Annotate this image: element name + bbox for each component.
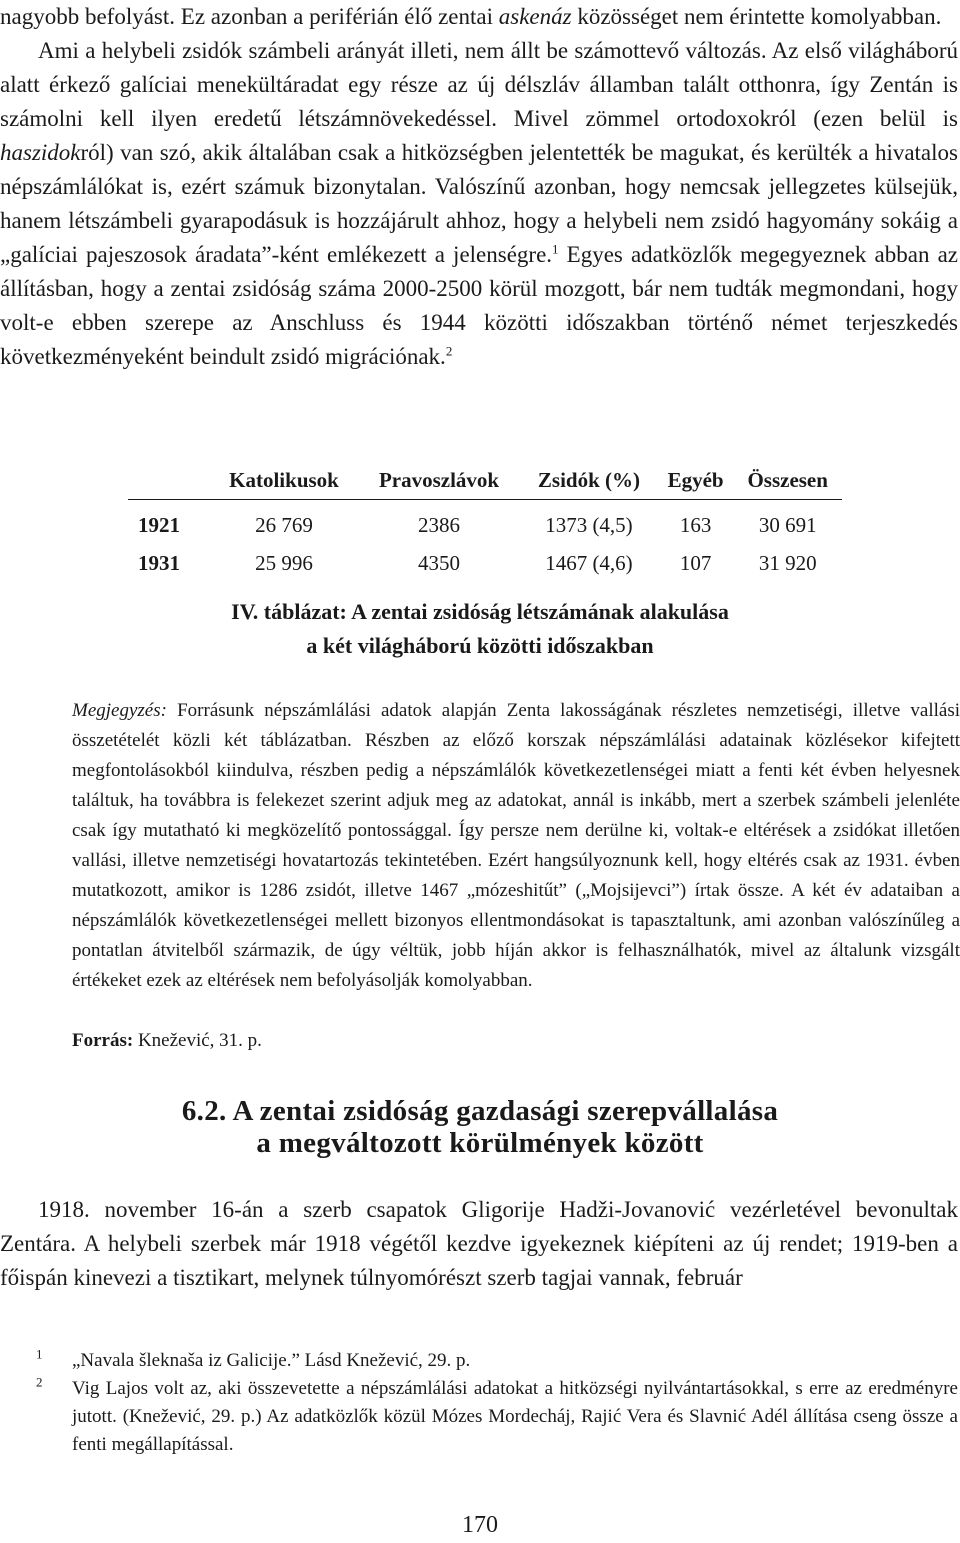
cell-osszesen: 31 920 [758, 550, 817, 575]
cell-pravoszlavok: 2386 [418, 512, 461, 537]
paragraph-demography [0, 34, 958, 374]
italic-term: haszidok [0, 140, 81, 165]
header-osszesen: Összesen [733, 464, 842, 500]
cell-katolikusok: 25 996 [255, 550, 313, 575]
row-year: 1921 [138, 512, 180, 537]
footnote-mark: 2 [36, 1374, 43, 1390]
footnote-number [0, 1375, 72, 1459]
header-pravoszlavok: Pravoszlávok [358, 464, 520, 500]
note-label: Megjegyzés: [72, 700, 167, 721]
footnote-number [0, 1347, 72, 1375]
header-katolikusok: Katolikusok [210, 464, 358, 500]
footnote-ref[interactable]: 2 [445, 343, 453, 359]
text-run: Egyes adatközlők megegyeznek abban az állításban, hogy a zentai zsidóság száma 2000-2500 körül mozgott, bár nem tudták megmondani, hogy volt-e ebben szerepe az Anschluss és 1944 közötti időszakban történő német terjeszkedés következményeként beindult zsidó migrációnak. [0, 242, 958, 369]
table-header-row [128, 464, 842, 500]
text-run: Ami a helybeli zsidók számbeli arányát illeti, nem állt be számottevő változás. Az első világháború alatt érkező galíciai menekültáradat egy része az új délszláv államban talált otthonra, így Zentán is számolni kell ilyen eredetű létszámnövekedéssel. Mivel zömmel ortodoxokról (ezen belül is [0, 38, 958, 131]
section-heading [0, 1095, 960, 1159]
caption-line: IV. táblázat: A zentai zsidóság létszámának alakulása [231, 599, 729, 624]
text-run: közösséget nem érintette komolyabban. [571, 4, 942, 29]
text-run: ról) van szó, akik általában csak a hitközségben jelentették be magukat, és kerülték a hivatalos népszámlálókat is, ezért számuk bizonytalan. Valószínű azonban, hogy nemcsak jellegzetes külsejük, hanem létszámbeli gyarapodásuk is hozzájárult ahhoz, hogy a helybeli nem zsidó hagyomány sokáig a „galíciai pajeszosok áradata”-ként emlékezett a jelenségre. [0, 140, 958, 267]
note-text: Forrásunk népszámlálási adatok alapján Zenta lakosságának részletes nemzetiségi, illetve vallási összetételét közli két táblázatban. Részben az előző korszak népszámlálási adatainak közlésekor kifejtett megfontolásokból kiindulva, részben pedig a népszámlálók következetlenségei miatt a fenti két évben helyesnek találtuk, ha továbbra is felekezet szerint adjuk meg az adatokat, annál is inkább, mert a szerbek számbeli jelenléte csak így mutatható ki megközelítő pontossággal. Így persze nem derülne ki, voltak-e eltérések a zsidókat illetően vallási, illetve nemzetiségi hovatartozás tekintetében. Ezért hangsúlyoznunk kell, hogy eltérés csak az 1931. évben mutatkozott, amikor is 1286 zsidót, illetve 1467 „mózeshitűt” („Mojsijevci”) írtak össze. A két év adataiban a népszámlálók következetlenségei mellett bizonyos ellentmondásokat is tapasztaltunk, ami azonban valószínűleg a pontatlan átvitelből származik, de úgy véltük, jobb híján akkor is felhasználhatók, mivel az általunk vizsgált értékeket ezek az eltérések nem befolyásolják komolyabban. [72, 700, 960, 991]
row-year: 1931 [138, 550, 180, 575]
table-note [72, 696, 960, 996]
text-run: nagyobb befolyást. Ez azonban a periférián élő zentai [0, 4, 499, 29]
caption-line: a két világháború közötti időszakban [306, 633, 654, 658]
population-table [128, 464, 842, 582]
header-egyeb: Egyéb [658, 464, 734, 500]
table-row [128, 500, 842, 545]
header-empty [128, 464, 210, 500]
cell-pravoszlavok: 4350 [418, 550, 461, 575]
footnote [0, 1347, 960, 1375]
footnotes [0, 1347, 960, 1459]
footnote-ref[interactable]: 1 [552, 241, 559, 257]
cell-egyeb: 163 [679, 512, 712, 537]
table-caption [0, 595, 960, 663]
source-label: Forrás: [72, 1030, 134, 1051]
cell-zsidok: 1373 (4,5) [545, 512, 633, 537]
section-heading-line: 6.2. A zentai zsidóság gazdasági szerepvállalása [181, 1095, 779, 1127]
table-source [72, 1027, 262, 1055]
footnote-mark: 1 [36, 1346, 43, 1362]
cell-zsidok: 1467 (4,6) [545, 550, 633, 575]
intro-text [0, 0, 958, 374]
page-number: 170 [462, 1512, 498, 1538]
cell-osszesen: 30 691 [758, 512, 817, 537]
italic-term: askenáz [498, 4, 572, 29]
section-heading-line: a megváltozott körülmények között [256, 1127, 704, 1159]
header-zsidok: Zsidók (%) [520, 464, 658, 500]
paragraph-1918: 1918. november 16-án a szerb csapatok Gligorije Hadži-Jovanović vezérletével bevonultak Zentára. A helybeli szerbek már 1918 végétől kezdve igyekeznek kiépíteni az új rendet; 1919-ben a főispán kinevezi a tisztikart, melynek túlnyomórészt szerb tagjai vannak, február [0, 1197, 958, 1290]
footnote-text: „Navala šleknaša iz Galicije.” Lásd Knežević, 29. p. [72, 1350, 471, 1371]
footnote [0, 1375, 960, 1459]
table-row [128, 544, 842, 582]
cell-katolikusok: 26 769 [255, 512, 313, 537]
section-body [0, 1193, 958, 1295]
paragraph-continuation [0, 0, 958, 34]
footnote-text: Vig Lajos volt az, aki összevetette a népszámlálási adatokat a hitközségi nyilvántartásokkal, s erre az eredményre jutott. (Knežević, 29. p.) Az adatközlők közül Mózes Mordecháj, Rajić Vera és Slavnić Adél állítása cseng össze a fenti megállapítással. [72, 1378, 958, 1455]
source-text: Knežević, 31. p. [133, 1030, 262, 1051]
cell-egyeb: 107 [679, 550, 712, 575]
